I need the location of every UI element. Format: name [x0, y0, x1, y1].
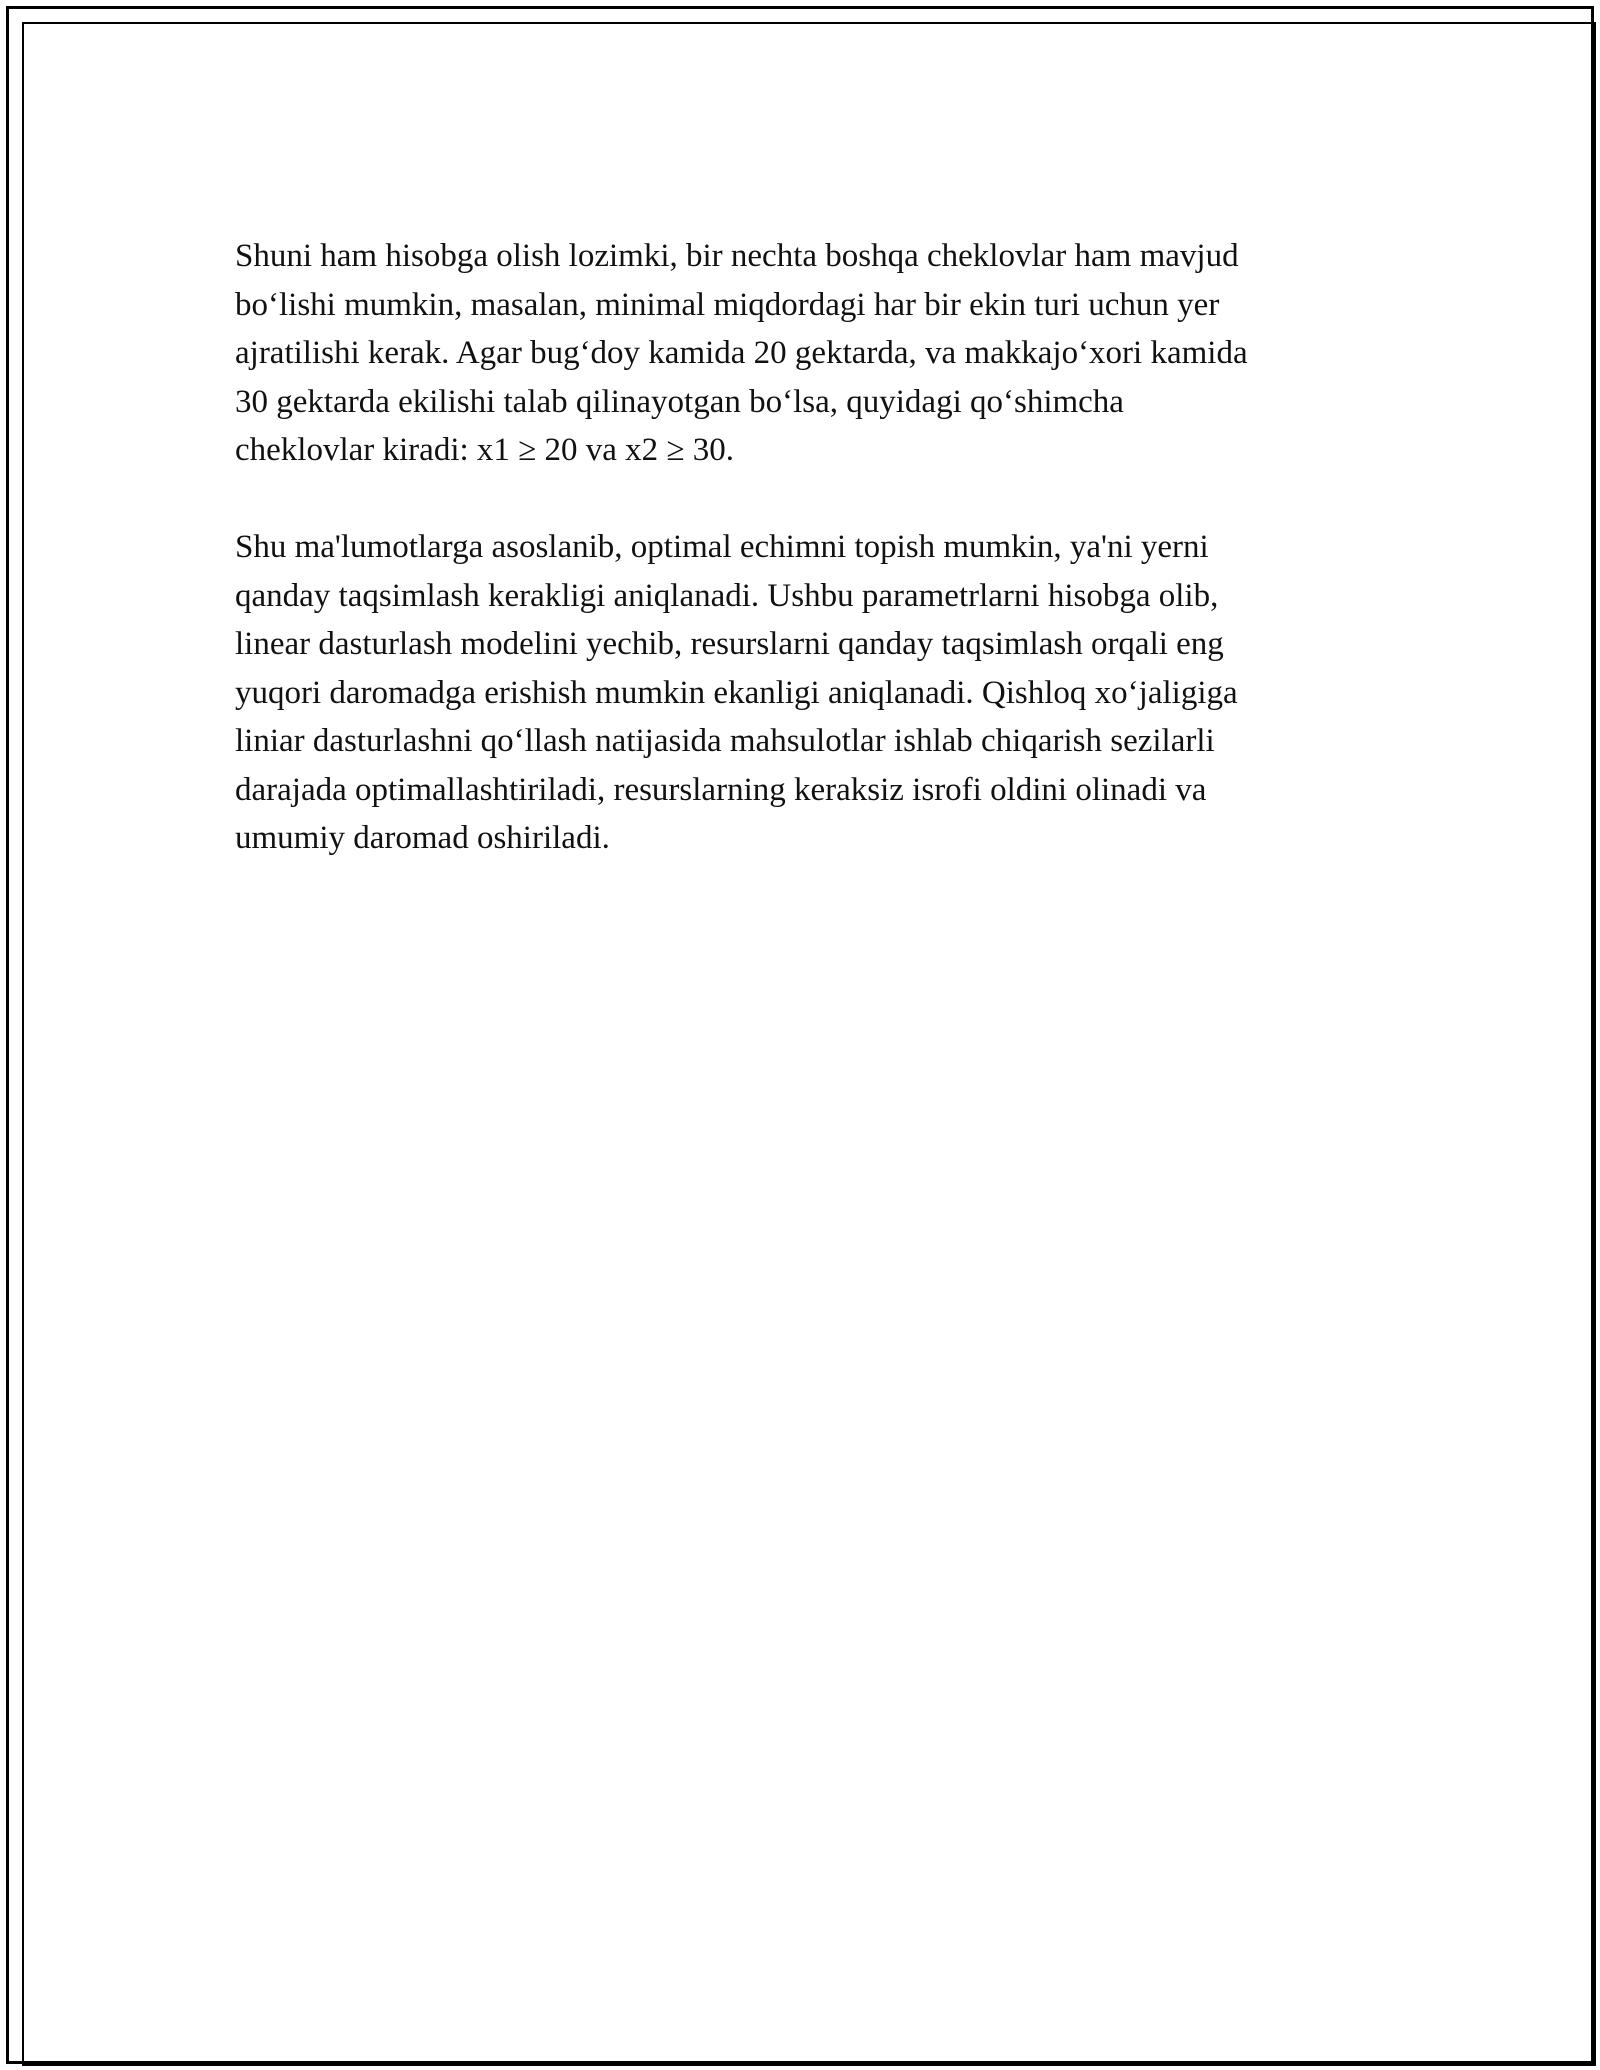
text-line: liniar dasturlashni qo‘llash natijasida mahsulotlar ishlab chiqarish sezilarli — [235, 723, 1215, 759]
text-line: 30 gektarda ekilishi talab qilinayotgan bo‘lsa, quyidagi qo‘shimcha — [235, 383, 1124, 420]
text-line: Shu ma'lumotlarga asoslanib, optimal echimni topish mumkin, ya'ni yerni — [235, 529, 1209, 565]
text-line: darajada optimallashtiriladi, resurslarning keraksiz isrofi oldini olinadi va — [235, 771, 1207, 808]
text-line: yuqori daromadga erishish mumkin ekanligi aniqlanadi. Qishloq xo‘jaligiga — [235, 674, 1238, 711]
text-line: ajratilishi kerak. Agar bug‘doy kamida 20 gektarda, va makkajo‘xori kamida — [235, 335, 1248, 371]
text-line: Shuni ham hisobga olish lozimki, bir nechta boshqa cheklovlar ham mavjud — [235, 238, 1239, 274]
text-line: umumiy daromad oshiriladi. — [235, 820, 610, 856]
text-line: bo‘lishi mumkin, masalan, minimal miqdordagi har bir ekin turi uchun yer — [235, 286, 1220, 323]
text-line: qanday taqsimlash kerakligi aniqlanadi. Ushbu parametrlarni hisobga olib, — [235, 577, 1219, 614]
document-body — [235, 232, 1385, 863]
paragraph-conclusion — [235, 523, 1385, 863]
paragraph-constraints — [235, 232, 1385, 475]
text-line: linear dasturlash modelini yechib, resurslarni qanday taqsimlash orqali eng — [235, 626, 1224, 662]
text-line: cheklovlar kiradi: x1 ≥ 20 va x2 ≥ 30. — [235, 432, 735, 468]
